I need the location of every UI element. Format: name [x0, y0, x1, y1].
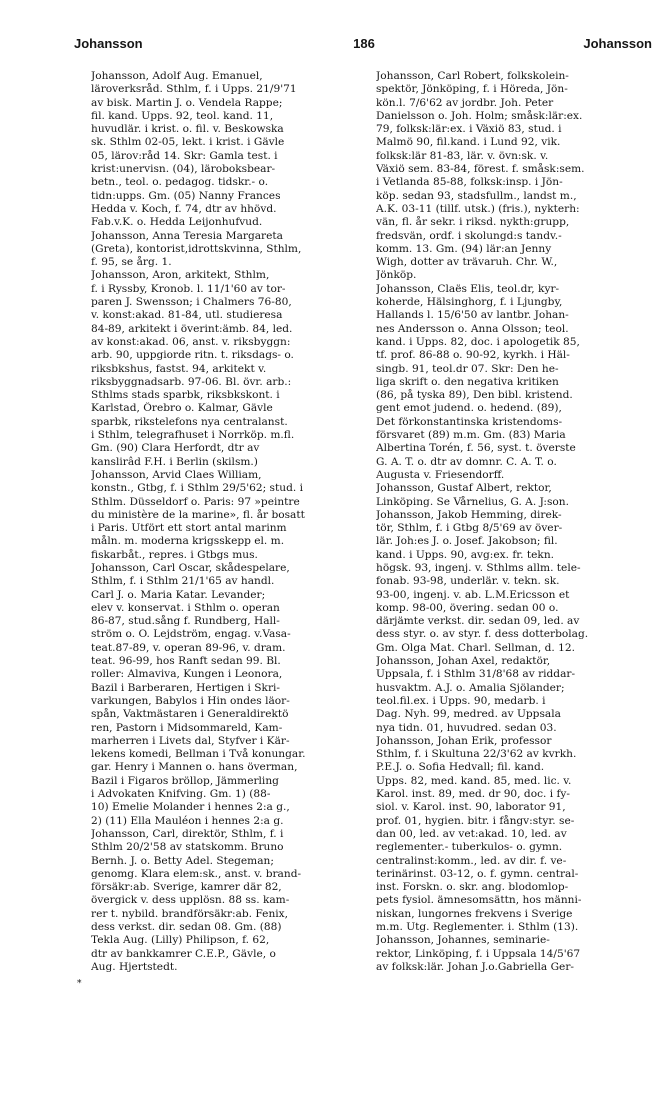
text-line: kön.l. 7/6'62 av jordbr. Joh. Peter [376, 96, 554, 109]
text-line: Sthlm. Düsseldorf o. Paris: 97 »peintre [91, 495, 300, 508]
text-line: Växiö sem. 83-84, förest. f. småsk:sem. [376, 163, 585, 176]
text-line: av folksk:lär. Johan J.o.Gabriella Ger- [376, 960, 574, 973]
text-line: Johansson, Arvid Claes William, [91, 468, 262, 481]
text-line: Aug. Hjertstedt. [91, 960, 178, 973]
text-line: Augusta v. Friesendorff. [376, 468, 505, 481]
header-right-name: Johansson [583, 36, 652, 51]
running-header [74, 36, 652, 56]
text-line: Johansson, Carl, direktör, Sthlm, f. i [91, 827, 284, 840]
text-line: betn., teol. o. pedagog. tidskr.- o. [91, 176, 269, 189]
text-line: konstn., Gtbg, f. i Sthlm 29/5'62; stud. i [91, 482, 303, 495]
text-line: ren, Pastorn i Midsommareld, Kam- [91, 721, 283, 734]
margin-mark: * [77, 979, 82, 989]
text-line: av bisk. Martin J. o. Vendela Rappe; [91, 96, 283, 109]
text-line: krist:unervisn. (04), läroboksbear- [91, 163, 276, 176]
text-line: Gm. (90) Clara Herfordt, dtr av [91, 442, 260, 455]
text-line: kand. i Upps. 82, doc. i apologetik 85, [376, 335, 580, 348]
text-line: v. konst:akad. 81-84, utl. studieresa [91, 309, 283, 322]
text-line: Sthlms stads sparbk, riksbkskont. i [91, 389, 280, 402]
text-line: siol. v. Karol. inst. 90, laborator 91, [376, 801, 566, 814]
text-line: dan 00, led. av vet:akad. 10, led. av [376, 827, 567, 840]
text-line: Karlstad, Örebro o. Kalmar, Gävle [91, 402, 273, 415]
text-line: köp. sedan 93, stadsfullm., landst m., [376, 189, 577, 202]
text-line: prof. 01, hygien. bitr. i fångv:styr. se- [376, 814, 575, 827]
text-line: f. i Ryssby, Kronob. l. 11/1'60 av tor- [91, 282, 286, 295]
text-line: teat.87-89, v. operan 89-96, v. dram. [91, 641, 286, 654]
text-line: i Advokaten Knifving. Gm. 1) (88- [91, 788, 271, 801]
text-line: Jönköp. [376, 269, 417, 282]
text-line: tidn:upps. Gm. (05) Nanny Frances [91, 189, 281, 202]
text-line: husvaktm. A.J. o. Amalia Sjölander; [376, 681, 565, 694]
text-line: riksbyggnadsarb. 97-06. Bl. övr. arb.: [91, 375, 292, 388]
text-line: Johansson, Jakob Hemming, direk- [376, 508, 562, 521]
text-line: liga skrift o. den negativa kritiken [376, 375, 559, 388]
text-line: riksbkshus, fastst. 94, arkitekt v. [91, 362, 267, 375]
text-line: 2) (11) Ella Mauléon i hennes 2:a g. [91, 814, 284, 827]
text-line: lär. Joh:es J. o. Josef. Jakobson; fil. [376, 535, 558, 548]
text-line: P.E.J. o. Sofia Hedvall; fil. kand. [376, 761, 545, 774]
text-line: 10) Emelie Molander i hennes 2:a g., [91, 801, 290, 814]
text-line: i Sthlm, telegrafhuset i Norrköp. m.fl. [91, 429, 295, 442]
text-line: i Paris. Utfört ett stort antal marinm [91, 522, 287, 535]
text-line: Carl J. o. Maria Katar. Levander; [91, 588, 266, 601]
text-line: dtr av bankkamrer C.E.P., Gävle, o [91, 947, 276, 960]
text-line: Karol. inst. 89, med. dr 90, doc. i fy- [376, 788, 570, 801]
text-line: nes Andersson o. Anna Olsson; teol. [376, 322, 569, 335]
text-line: sparbk, rikstelefons nya centralanst. [91, 415, 288, 428]
text-line: komm. 13. Gm. (94) lär:an Jenny [376, 242, 552, 255]
text-line: läroverksråd. Sthlm, f. i Upps. 21/9'71 [91, 83, 297, 96]
text-line: lekens komedi, Bellman i Två konungar. [91, 748, 306, 761]
text-line: spån, Vaktmästaren i Generaldirektö [91, 708, 289, 721]
text-line: högsk. 93, ingenj. v. Sthlms allm. tele- [376, 561, 581, 574]
text-line: Sthlm 20/2'58 av statskomm. Bruno [91, 841, 284, 854]
text-line: 79, folksk:lär:ex. i Växiö 83, stud. i [376, 123, 562, 136]
page-number: 186 [353, 36, 375, 51]
text-line: m.m. Utg. Reglementer. i. Sthlm (13). [376, 921, 579, 933]
text-line: Hedda v. Koch, f. 74, dtr av hhövd. [91, 202, 277, 215]
text-line: kand. i Upps. 90, avg:ex. fr. tekn. [376, 548, 555, 561]
text-line: försäkr:ab. Sverige, kamrer där 82, [91, 881, 282, 894]
text-line: Bazil i Figaros bröllop, Jämmerling [91, 774, 279, 787]
text-line: Wigh, dotter av trävaruh. Chr. W., [376, 256, 558, 269]
text-line: Malmö 90, fil.kand. i Lund 92, vik. [376, 136, 561, 149]
text-line: Johansson, Johan Erik, professor [376, 734, 552, 747]
text-line: paren J. Swensson; i Chalmers 76-80, [91, 296, 292, 309]
text-line: nya tidn. 01, huvudred. sedan 03. [376, 721, 557, 734]
text-line: ström o. O. Lejdström, engag. v.Vasa- [91, 628, 291, 641]
text-line: fil. kand. Upps. 92, teol. kand. 11, [91, 109, 274, 122]
text-line: Fab.v.K. o. Hedda Leijonhufvud. [91, 216, 263, 229]
text-line: Tekla Aug. (Lilly) Philipson, f. 62, [91, 934, 270, 947]
text-line: Sthlm, f. i Sthlm 21/1'65 av handl. [91, 575, 275, 588]
text-line: A.K. 03-11 (tillf. utsk.) (fris.), nykterh: [376, 202, 580, 215]
text-line: Johansson, Johannes, seminarie- [376, 934, 550, 947]
text-line: fonab. 93-98, underlär. v. tekn. sk. [376, 575, 560, 588]
text-line: Uppsala, f. i Sthlm 31/8'68 av riddar- [376, 668, 576, 681]
text-line: 93-00, ingenj. v. ab. L.M.Ericsson et [376, 588, 570, 601]
text-line: elev v. konservat. i Sthlm o. operan [91, 601, 280, 614]
text-line: av konst:akad. 06, anst. v. riksbyggn: [91, 335, 291, 348]
text-line: Det förkonstantinska kristendoms- [376, 415, 563, 428]
text-line: Gm. Olga Mat. Charl. Sellman, d. 12. [376, 641, 575, 654]
header-left-name: Johansson [74, 36, 143, 51]
text-line: Sthlm, f. i Skultuna 22/3'62 av kvrkh. [376, 748, 577, 761]
text-line: dess verkst. dir. sedan 08. Gm. (88) [91, 921, 282, 933]
text-line: G. A. T. o. dtr av domnr. C. A. T. o. [376, 455, 557, 468]
text-line: spektör, Jönköping, f. i Höreda, Jön- [376, 83, 568, 96]
text-line: dess styr. o. av styr. f. dess dotterbolag. [376, 628, 589, 641]
text-line: roller: Almaviva, Kungen i Leonora, [91, 668, 283, 681]
text-line: pets fysiol. ämnesomsättn, hos männi- [376, 894, 582, 907]
text-line: Johansson, Carl Oscar, skådespelare, [91, 561, 290, 574]
text-line: tör, Sthlm, f. i Gtbg 8/5'69 av över- [376, 522, 563, 535]
text-line: Danielsson o. Joh. Holm; småsk:lär:ex. [376, 109, 583, 122]
text-line: övergick v. dess upplösn. 88 ss. kam- [91, 894, 290, 907]
text-line: Bernh. J. o. Betty Adel. Stegeman; [91, 854, 274, 867]
text-line: Johansson, Anna Teresia Margareta [91, 229, 283, 242]
text-line: huvudlär. i krist. o. fil. v. Beskowska [91, 123, 284, 136]
text-line: f. 95, se årg. 1. [91, 256, 172, 269]
text-line: gent emot judend. o. hedend. (89), [376, 402, 562, 415]
text-line: Bazil i Barberaren, Hertigen i Skri- [91, 681, 280, 694]
text-line: rektor, Linköping, f. i Uppsala 14/5'67 [376, 947, 581, 960]
text-line: teol.fil.ex. i Upps. 90, medarb. i [376, 694, 546, 707]
text-line: därjämte verkst. dir. sedan 09, led. av [376, 615, 580, 628]
text-line: vän, fl. år sekr. i riksd. nykth:grupp, [376, 216, 570, 229]
text-line: marherren i Livets dal, Styfver i Kär- [91, 734, 290, 747]
text-line: försvaret (89) m.m. Gm. (83) Maria [376, 429, 566, 442]
text-line: du ministère de la marine», fl. år bosatt [91, 508, 305, 521]
text-line: fiskarbåt., repres. i Gtbgs mus. [91, 548, 258, 561]
text-line: centralinst:komm., led. av dir. f. ve- [376, 854, 567, 867]
text-line: Hallands l. 15/6'50 av lantbr. Johan- [376, 309, 569, 322]
text-line: genomg. Klara elem:sk., anst. v. brand- [91, 867, 302, 880]
text-line: i Vetlanda 85-88, folksk:insp. i Jön- [376, 176, 563, 189]
text-line: komp. 98-00, övering. sedan 00 o. [376, 601, 559, 614]
text-line: Johansson, Claës Elis, teol.dr, kyr- [376, 282, 560, 295]
text-line: inst. Forskn. o. skr. ang. blodomlop- [376, 881, 569, 894]
text-line: tf. prof. 86-88 o. 90-92, kyrkh. i Häl- [376, 349, 570, 362]
text-line: terinärinst. 03-12, o. f. gymn. central- [376, 867, 579, 880]
text-line: rer t. nybild. brandförsäkr:ab. Fenix, [91, 907, 288, 920]
text-line: 86-87, stud.sång f. Rundberg, Hall- [91, 615, 280, 628]
text-line: Upps. 82, med. kand. 85, med. lic. v. [376, 774, 572, 787]
right-column [376, 70, 651, 974]
text-line: gar. Henry i Mannen o. hans överman, [91, 761, 298, 774]
text-line: singb. 91, teol.dr 07. Skr: Den he- [376, 362, 559, 375]
text-line: arb. 90, uppgiorde ritn. t. riksdags- o. [91, 349, 294, 362]
text-line: kanslirâd F.H. i Berlin (skilsm.) [91, 455, 258, 468]
text-line: Albertina Torén, f. 56, syst. t. överste [376, 442, 576, 455]
text-line: 05, lärov:råd 14. Skr: Gamla test. i [91, 149, 278, 162]
text-line: Dag. Nyh. 99, medred. av Uppsala [376, 708, 561, 721]
text-line: reglementer.- tuberkulos- o. gymn. [376, 841, 563, 854]
text-line: Johansson, Carl Robert, folkskolein- [376, 70, 569, 82]
text-line: (86, på tyska 89), Den bibl. kristend. [376, 389, 573, 402]
text-line: folksk:lär 81-83, lär. v. övn:sk. v. [376, 149, 549, 162]
text-line: Linköping. Se Vårnelius, G. A. J:son. [376, 495, 569, 508]
text-line: fredsvän, ordf. i skolungd:s tandv.- [376, 229, 562, 242]
left-column [91, 70, 366, 974]
text-line: niskan, lungornes frekvens i Sverige [376, 907, 573, 920]
text-line: varkungen, Babylos i Hin ondes läor- [91, 694, 290, 707]
text-line: Johansson, Gustaf Albert, rektor, [376, 482, 552, 495]
text-line: Johansson, Aron, arkitekt, Sthlm, [91, 269, 270, 282]
text-line: måln. m. moderna krigsskepp el. m. [91, 535, 285, 548]
text-line: sk. Sthlm 02-05, lekt. i krist. i Gävle [91, 136, 285, 149]
text-line: Johansson, Johan Axel, redaktör, [376, 655, 551, 668]
text-line: teat. 96-99, hos Ranft sedan 99. Bl. [91, 655, 281, 668]
text-line: koherde, Hälsinghorg, f. i Ljungby, [376, 296, 563, 309]
text-line: Johansson, Adolf Aug. Emanuel, [91, 70, 263, 82]
text-line: (Greta), kontorist,idrottskvinna, Sthlm, [91, 242, 302, 255]
text-line: 84-89, arkitekt i överint:ämb. 84, led. [91, 322, 293, 335]
